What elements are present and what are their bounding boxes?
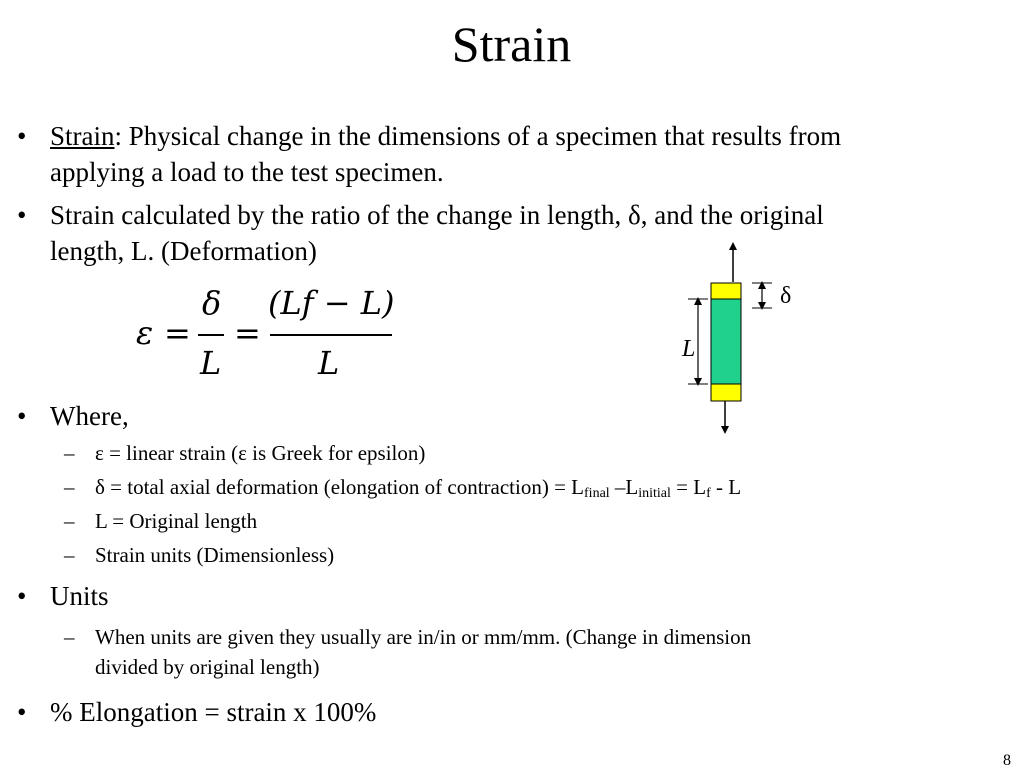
- specimen-gauge-section: [711, 299, 741, 384]
- specimen-diagram: [670, 240, 820, 435]
- strain-calculation-line1: Strain calculated by the ratio of the change in length, δ, and the original: [50, 200, 824, 230]
- length-label: L: [682, 336, 696, 362]
- bullet-dot: •: [17, 401, 27, 431]
- where-heading: Where,: [50, 401, 129, 431]
- sub-dash: –: [64, 509, 75, 533]
- where-item-delta-text: δ = total axial deformation (elongation of contraction) = $L_{final}$ $-L_{initial} = L_f - L$: [95, 475, 742, 501]
- bullet-units: [17, 578, 317, 614]
- slide-title: Strain: [451, 16, 572, 72]
- page-number: 8: [1003, 752, 1011, 769]
- delta-label: δ: [780, 283, 792, 309]
- strain-term: Strain: [50, 121, 115, 151]
- equation-frac2-numerator: (Lf − L): [268, 284, 395, 322]
- sub-dash: –: [64, 441, 75, 465]
- bullet-where: [17, 398, 317, 434]
- bullet-strain-calculation: [17, 197, 1007, 269]
- where-item-units-text: Strain units (Dimensionless): [95, 543, 335, 567]
- bullet-dot: •: [17, 697, 27, 727]
- fraction-bar-2: [270, 334, 392, 336]
- equation-frac2-denominator: L: [318, 344, 340, 382]
- bullet-elongation: [17, 694, 617, 730]
- sub-dash: –: [64, 543, 75, 567]
- units-item-line1: When units are given they usually are in/in or mm/mm. (Change in dimension: [95, 625, 752, 649]
- specimen-top-cap: [711, 283, 741, 299]
- equation-frac1-numerator: δ: [202, 284, 222, 322]
- units-item-line2: divided by original length): [95, 655, 320, 679]
- strain-definition-text: : Physical change in the dimensions of a specimen that results from: [114, 121, 842, 151]
- strain-definition-line2: applying a load to the test specimen.: [50, 157, 444, 187]
- equation-epsilon: ε: [136, 314, 154, 352]
- units-heading: Units: [50, 581, 109, 611]
- strain-calculation-line2: length, L. (Deformation): [50, 236, 317, 266]
- equation-equals-1: =: [164, 314, 191, 352]
- fraction-bar-1: [198, 334, 224, 336]
- sub-dash: –: [64, 625, 75, 649]
- equation-equals-2: =: [234, 314, 261, 352]
- equation-frac1-denominator: L: [200, 344, 222, 382]
- specimen-bottom-cap: [711, 384, 741, 401]
- bullet-dot: •: [17, 200, 27, 230]
- sub-dash: –: [64, 475, 75, 499]
- elongation-text: % Elongation = strain x 100%: [50, 697, 377, 727]
- bullet-dot: •: [17, 581, 27, 611]
- bullet-strain-definition: [17, 118, 1007, 190]
- where-item-length-text: L = Original length: [95, 509, 258, 533]
- where-item-epsilon-text: ε = linear strain (ε is Greek for epsilon): [95, 441, 426, 465]
- strain-equation: [130, 280, 405, 390]
- specimen-diagram-svg: [670, 240, 820, 435]
- bullet-dot: •: [17, 121, 27, 151]
